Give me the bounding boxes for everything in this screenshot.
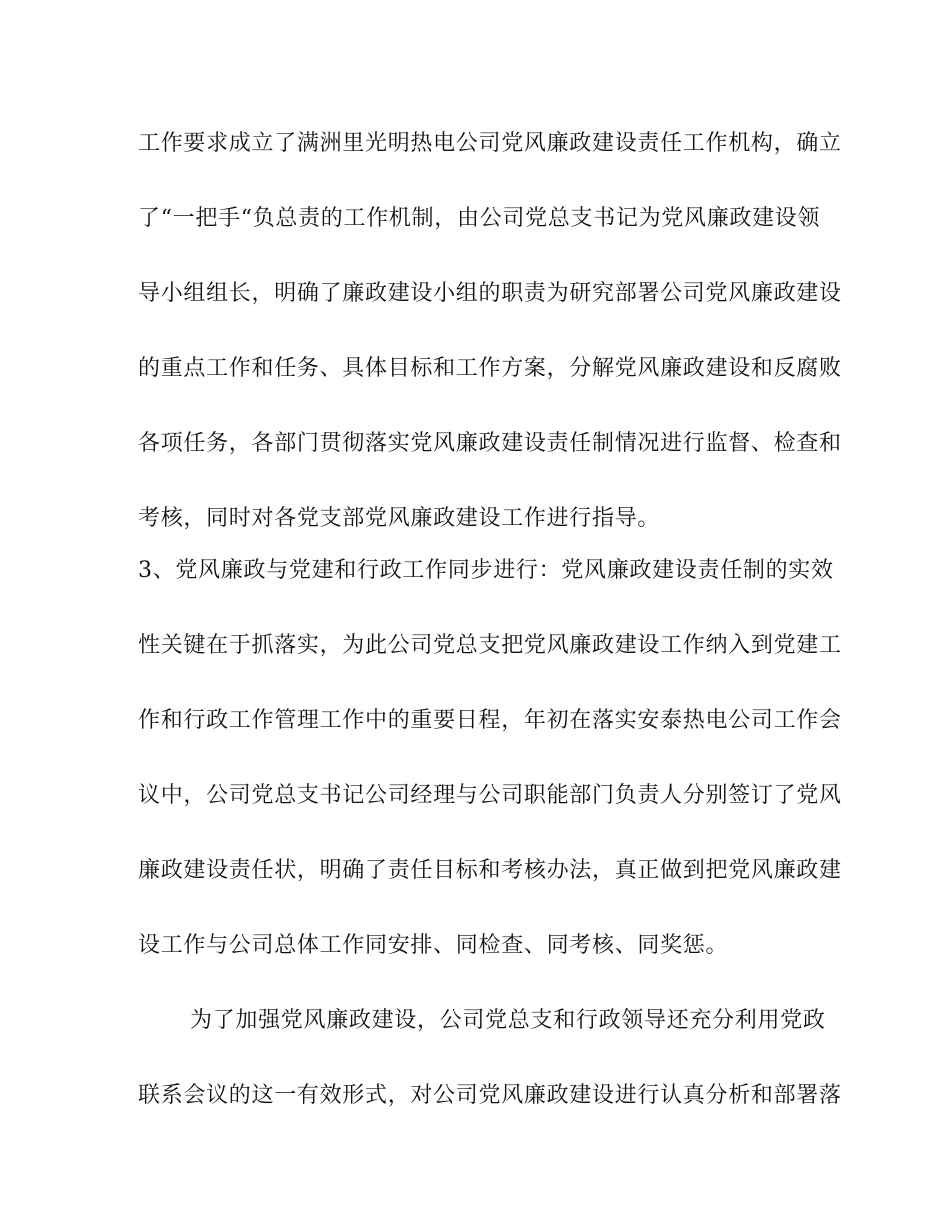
text-line: 了“一把手“负总责的工作机制，由公司党总支书记为党风廉政建设领 [138,206,821,231]
numbered-item-line: 3、党风廉政与党建和行政工作同步进行：党风廉政建设责任制的实效 [138,558,834,583]
text-line: 考核，同时对各党支部党风廉政建设工作进行指导。 [138,506,661,531]
text-line: 的重点工作和任务、具体目标和工作方案，分解党风廉政建设和反腐败 [138,356,842,381]
text-line: 设工作与公司总体工作同安排、同检查、同考核、同奖惩。 [138,933,729,958]
text-line: 工作要求成立了满洲里光明热电公司党风廉政建设责任工作机构，确立 [138,131,842,156]
text-line: 导小组组长，明确了廉政建设小组的职责为研究部署公司党风廉政建设 [138,281,842,306]
text-line: 联系会议的这一有效形式，对公司党风廉政建设进行认真分析和部署落 [138,1083,842,1108]
text-line: 性关键在于抓落实，为此公司党总支把党风廉政建设工作纳入到党建工 [138,633,842,658]
text-line: 各项任务，各部门贯彻落实党风廉政建设责任制情况进行监督、检查和 [138,431,842,456]
paragraph-first-line: 为了加强党风廉政建设，公司党总支和行政领导还充分利用党政 [190,1008,826,1033]
text-line: 廉政建设责任状，明确了责任目标和考核办法，真正做到把党风廉政建 [138,858,842,883]
text-line: 议中，公司党总支书记公司经理与公司职能部门负责人分别签订了党风 [138,783,842,808]
text-line: 作和行政工作管理工作中的重要日程，年初在落实安泰热电公司工作会 [138,708,842,733]
